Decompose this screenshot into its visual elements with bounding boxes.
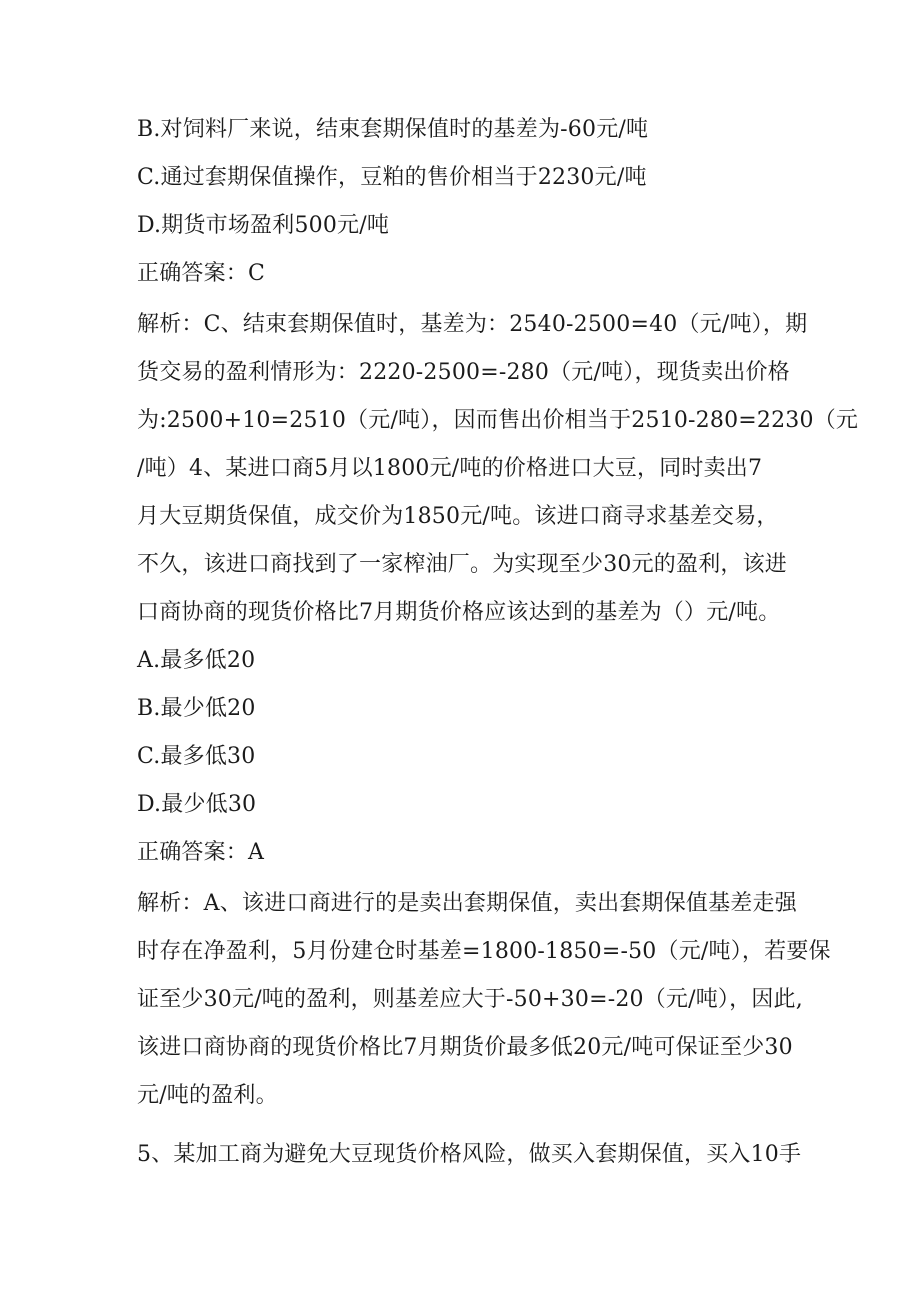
analysis-line: 为:2500+10=2510（元/吨），因而售出价相当于2510-280=2230（元 (137, 408, 859, 433)
option-c-line: C.通过套期保值操作，豆粕的售价相当于2230元/吨 (137, 165, 647, 190)
correct-answer-line: 正确答案：C (137, 261, 266, 286)
question-line: /吨）4、某进口商5月以1800元/吨的价格进口大豆，同时卖出7 (137, 456, 763, 481)
option-d-line: D.最少低30 (137, 792, 257, 817)
analysis-line: 元/吨的盈利。 (137, 1083, 278, 1108)
option-a-line: A.最多低20 (137, 648, 256, 673)
question-line: 口商协商的现货价格比7月期货价格应该达到的基差为（）元/吨。 (137, 600, 781, 625)
question-line: 不久，该进口商找到了一家榨油厂。为实现至少30元的盈利，该进 (137, 552, 787, 577)
question-line: 月大豆期货保值，成交价为1850元/吨。该进口商寻求基差交易， (137, 504, 779, 529)
analysis-line: 该进口商协商的现货价格比7月期货价最多低20元/吨可保证至少30 (137, 1035, 793, 1060)
analysis-line: 证至少30元/吨的盈利，则基差应大于-50+30=-20（元/吨），因此, (137, 987, 803, 1012)
option-b-line: B.对饲料厂来说，结束套期保值时的基差为-60元/吨 (137, 117, 649, 142)
option-d-line: D.期货市场盈利500元/吨 (137, 213, 390, 238)
option-c-line: C.最多低30 (137, 744, 256, 769)
option-b-line: B.最少低20 (137, 696, 256, 721)
correct-answer-line: 正确答案：A (137, 840, 265, 865)
next-question-line: 5、某加工商为避免大豆现货价格风险，做买入套期保值，买入10手 (137, 1142, 802, 1167)
analysis-line: 解析：C、结束套期保值时，基差为：2540-2500=40（元/吨），期 (137, 312, 808, 337)
analysis-line: 解析：A、该进口商进行的是卖出套期保值，卖出套期保值基差走强 (137, 891, 797, 916)
analysis-line: 时存在净盈利，5月份建仓时基差=1800-1850=-50（元/吨），若要保 (137, 939, 831, 964)
analysis-line: 货交易的盈利情形为：2220-2500=-280（元/吨），现货卖出价格 (137, 360, 790, 385)
